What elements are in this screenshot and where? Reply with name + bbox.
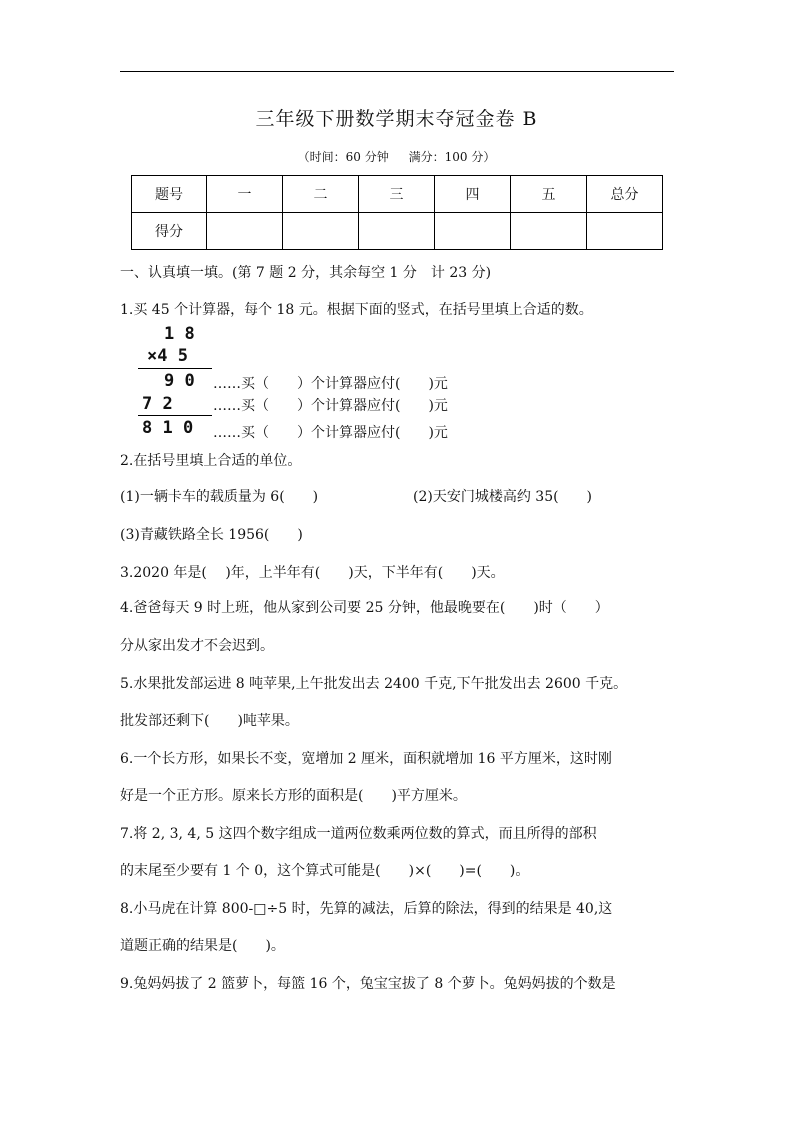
- calc-rule: [138, 368, 212, 369]
- full-score: 满分：100 分）: [408, 150, 496, 164]
- score-input-cell[interactable]: [359, 213, 435, 250]
- calc-note: ……买（ ）个计算器应付( )元: [213, 425, 448, 441]
- calc-note: ……买（ ）个计算器应付( )元: [213, 376, 448, 392]
- calc-rule: [138, 415, 212, 416]
- question-4-line-1: 4.爸爸每天 9 时上班，他从家到公司要 25 分钟，他最晚要在( )时（ ）: [120, 600, 609, 616]
- calc-multiplicand: 1 8: [164, 324, 195, 344]
- calc-result: 8 1 0: [142, 418, 194, 438]
- question-8-line-2: 道题正确的结果是( )。: [120, 938, 285, 954]
- score-table-header-row: [132, 176, 663, 213]
- score-input-cell[interactable]: [283, 213, 359, 250]
- score-table-score-row: [132, 213, 663, 250]
- score-header-cell: 三: [359, 176, 435, 213]
- calc-partial-2: 7 2: [142, 394, 173, 414]
- score-header-cell: 总分: [587, 176, 663, 213]
- score-header-cell: 题号: [132, 176, 207, 213]
- question-5-line-1: 5.水果批发部运进 8 吨苹果,上午批发出去 2400 千克,下午批发出去 2600 千克。: [120, 676, 628, 692]
- question-6-line-2: 好是一个正方形。原来长方形的面积是( )平方厘米。: [120, 788, 467, 804]
- question-9-line-1: 9.兔妈妈拔了 2 篮萝卜，每篮 16 个，兔宝宝拔了 8 个萝卜。兔妈妈拔的个数是: [120, 976, 616, 992]
- score-table: [131, 175, 663, 250]
- score-input-cell[interactable]: [587, 213, 663, 250]
- top-rule: [120, 71, 674, 72]
- question-2-b: (2)天安门城楼高约 35( ): [413, 489, 593, 505]
- question-3: 3.2020 年是( )年，上半年有( )天，下半年有( )天。: [120, 565, 505, 581]
- score-header-cell: 一: [207, 176, 283, 213]
- calc-multiplier: ×4 5: [147, 346, 188, 366]
- question-8-line-1: 8.小马虎在计算 800-□÷5 时，先算的减法，后算的除法，得到的结果是 40,这: [120, 901, 613, 917]
- calc-note: ……买（ ）个计算器应付( )元: [213, 398, 448, 414]
- question-7-line-2: 的末尾至少要有 1 个 0，这个算式可能是( )×( )=( )。: [120, 863, 530, 879]
- score-header-cell: 四: [435, 176, 511, 213]
- question-6-line-1: 6.一个长方形，如果长不变，宽增加 2 厘米，面积就增加 16 平方厘米，这时刚: [120, 751, 612, 767]
- question-5-line-2: 批发部还剩下( )吨苹果。: [120, 713, 299, 729]
- score-header-cell: 二: [283, 176, 359, 213]
- question-4-line-2: 分从家出发才不会迟到。: [120, 638, 274, 654]
- question-2-a: (1)一辆卡车的载质量为 6( ): [120, 489, 319, 505]
- page-title: 三年级下册数学期末夺冠金卷 B: [255, 108, 538, 130]
- question-1: 1.买 45 个计算器，每个 18 元。根据下面的竖式，在括号里填上合适的数。: [120, 302, 593, 318]
- question-7-line-1: 7.将 2, 3, 4, 5 这四个数字组成一道两位数乘两位数的算式，而且所得的部积: [120, 826, 597, 842]
- question-2-c: (3)青藏铁路全长 1956( ): [120, 527, 303, 543]
- calc-partial-1: 9 0: [164, 371, 195, 391]
- section-heading: 一、认真填一填。(第 7 题 2 分，其余每空 1 分 计 23 分): [120, 265, 492, 281]
- exam-info: [0, 148, 793, 165]
- score-input-cell[interactable]: [511, 213, 587, 250]
- score-row-label: 得分: [132, 213, 207, 250]
- score-header-cell: 五: [511, 176, 587, 213]
- question-2: 2.在括号里填上合适的单位。: [120, 453, 302, 469]
- time-limit: （时间：60 分钟: [297, 150, 389, 164]
- score-input-cell[interactable]: [207, 213, 283, 250]
- score-input-cell[interactable]: [435, 213, 511, 250]
